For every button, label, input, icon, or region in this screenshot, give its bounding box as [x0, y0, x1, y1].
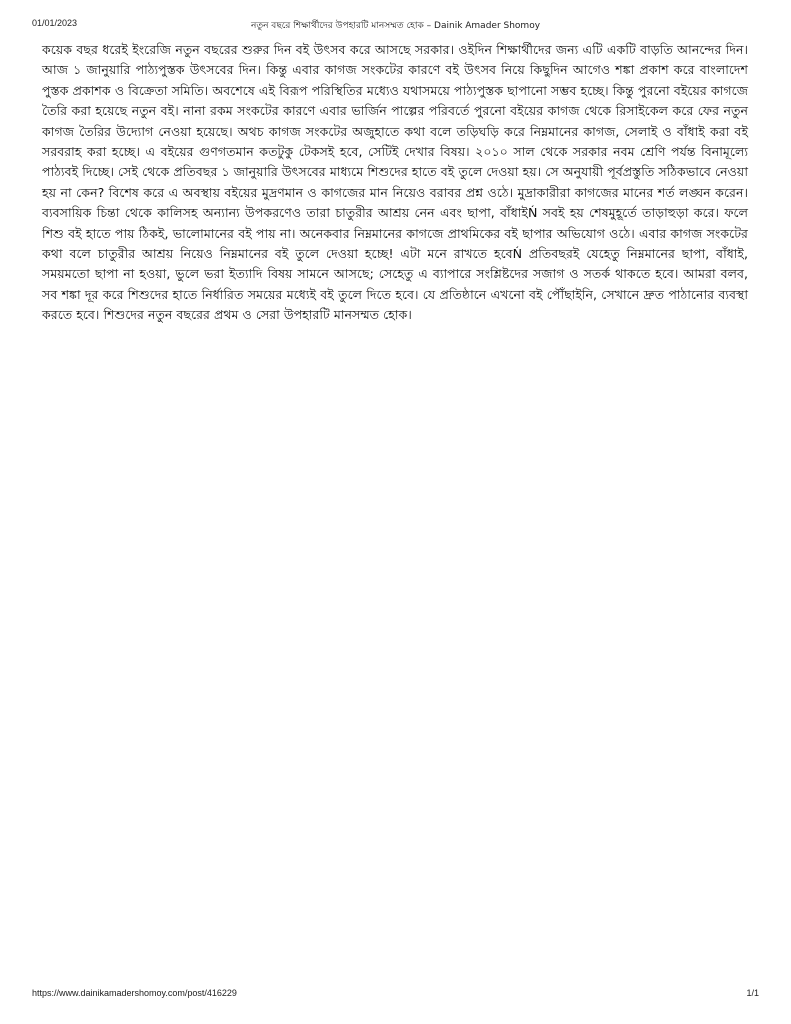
source-url: https://www.dainikamadershomoy.com/post/416229 — [32, 988, 237, 998]
page-footer — [32, 988, 759, 1002]
print-date: 01/01/2023 — [32, 18, 78, 28]
article-body: কয়েক বছর ধরেই ইংরেজি নতুন বছরের শুরুর দিন বই উৎসব করে আসছে সরকার। ওইদিন শিক্ষার্থীদের জন্য এটি একটি বাড়তি আনন্দের দিন। আজ ১ জানুয়ারি পাঠ্যপুস্তক উৎসবের দিন। কিন্তু এবার কাগজ সংকটের কারণে বই উৎসব নিয়ে কিছুদিন আগেও শঙ্কা প্রকাশ করে বাংলাদেশ পুস্তক প্রকাশক ও বিক্রেতা সমিতি। অবশেষে এই বিরূপ পরিস্থিতির মধ্যেও যথাসময়ে পাঠ্যপুস্তক ছাপানো সম্ভব হচ্ছে। কিন্তু পুরনো বইয়ের কাগজে তৈরি করা হয়েছে নতুন বই। নানা রকম সংকটের কারণে এবার ভার্জিন পাল্পের পরিবর্তে পুরনো বইয়ের কাগজ থেকে রিসাইকেল করে ফের নতুন কাগজ তৈরির উদ্যোগ নেওয়া হয়েছে। অথচ কাগজ সংকটের অজুহাতে কথা বলে তড়িঘড়ি করে নিম্নমানের কাগজ, সেলাই ও বাঁধাই করা বই সরবরাহ করা হচ্ছে। এ বইয়ের গুণগতমান কতটুকু টেকসই হবে, সেটিই দেখার বিষয়। ২০১০ সাল থেকে সরকার নবম শ্রেণি পর্যন্ত বিনামূল্যে পাঠ্যবই দিচ্ছে। সেই থেকে প্রতিবছর ১ জানুয়ারি উৎসবের মাধ্যমে শিশুদের হাতে বই তুলে দেওয়া হয়। সে অনুযায়ী পূর্বপ্রস্তুতি সঠিকভাবে নেওয়া হয় না কেন? বিশেষ করে এ অবস্থায় বইয়ের মুদ্রণমান ও কাগজের মান নিয়েও বরাবর প্রশ্ন ওঠে। মুদ্রাকারীরা কাগজের মানের শর্ত লঙ্ঘন করেন। ব্যবসায়িক চিন্তা থেকে কালিসহ অন্যান্য উপকরণেও তারা চাতুরীর আশ্রয় নেন এবং ছাপা, বাঁধাইŃ সবই হয় শেষমুহূর্তে তাড়াহুড়া করে। ফলে শিশু বই হাতে পায় ঠিকই, ভালোমানের বই পায় না। অনেকবার নিম্নমানের কাগজে প্রাথমিকের বই ছাপার অভিযোগ ওঠে। এবার কাগজ সংকটের কথা বলে চাতুরীর আশ্রয় নিয়েও নিম্নমানের বই তুলে দেওয়া হচ্ছে! এটা মনে রাখতে হবেŃ প্রতিবছরই যেহেতু নিম্নমানের ছাপা, বাঁধাই, সময়মতো ছাপা না হওয়া, ভুলে ভরা ইত্যাদি বিষয় সামনে আসছে; সেহেতু এ ব্যাপারে সংশ্লিষ্টদের সজাগ ও সতর্ক থাকতে হবে। আমরা বলব, সব শঙ্কা দূর করে শিশুদের হাতে নির্ধারিত সময়ের মধ্যেই বই তুলে দিতে হবে। যে প্রতিষ্ঠানে এখনো বই পৌঁছাইনি, সেখানে দ্রুত পাঠানোর ব্যবস্থা করতে হবে। শিশুদের নতুন বছরের প্রথম ও সেরা উপহারটি মানসম্মত হোক। — [42, 42, 748, 323]
page-header — [32, 18, 759, 34]
page-number: 1/1 — [746, 988, 759, 998]
page-title: নতুন বছরে শিক্ষার্থীদের উপহারটি মানসম্মত হোক – Dainik Amader Shomoy — [250, 21, 541, 31]
article — [42, 40, 748, 326]
